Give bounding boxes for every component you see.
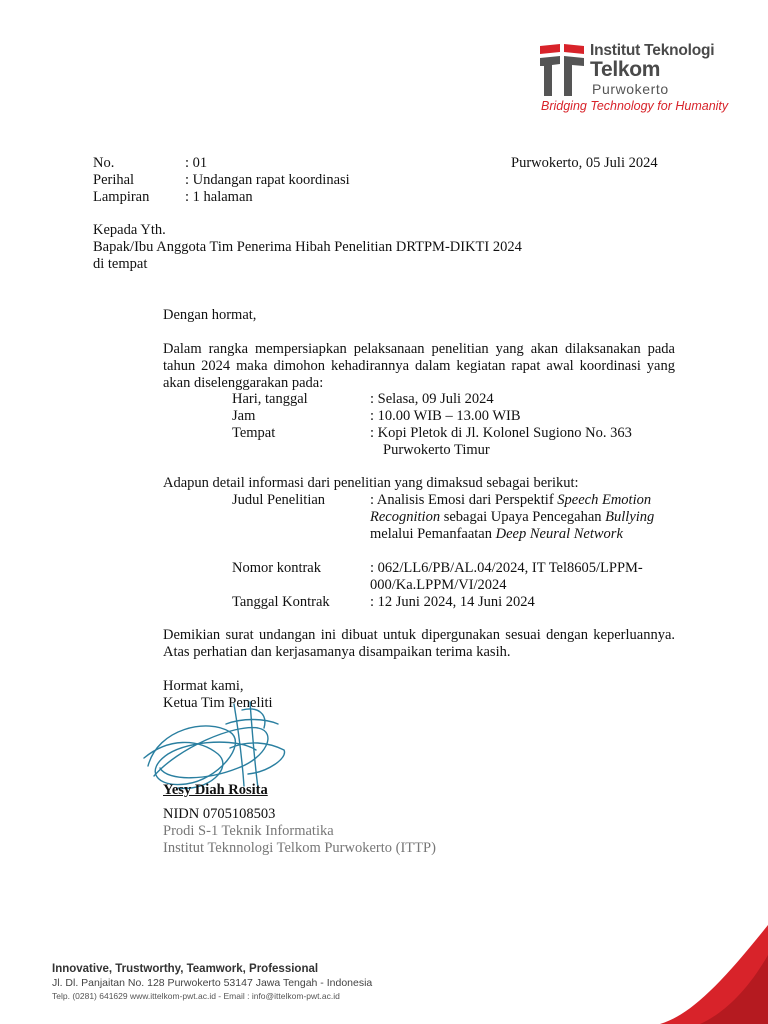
meta-number	[93, 155, 207, 172]
greeting: Dengan hormat,	[163, 307, 257, 323]
telkom-logo-icon	[538, 42, 586, 98]
meta-number-value: : 01	[185, 155, 208, 171]
contract-date-value: : 12 Juni 2024, 14 Juni 2024	[370, 594, 535, 610]
regards: Hormat kami,	[163, 678, 244, 694]
meta-subject-label: Perihal	[93, 172, 135, 188]
signer-institution: Institut Teknnologi Telkom Purwokerto (ITTP)	[163, 840, 436, 856]
meeting-place-value: : Kopi Pletok di Jl. Kolonel Sugiono No. 363	[370, 425, 632, 441]
research-title-part-2: sebagai Upaya Pencegahan	[440, 509, 606, 525]
meta-number-label: No.	[93, 155, 115, 171]
logo-line-institut: Institut Teknologi	[590, 42, 715, 59]
footer-values: Innovative, Trustworthy, Teamwork, Professional	[52, 963, 319, 975]
meta-attachment-value: : 1 halaman	[185, 189, 253, 205]
intro-paragraph: Dalam rangka mempersiapkan pelaksanaan penelitian yang akan dilaksanakan pada tahun 2024 maka dimohon kehadirannya dalam kegiatan rapat awal koordinasi yang akan diselenggarakan pada:	[163, 341, 675, 391]
logo-line-telkom: Telkom	[590, 58, 661, 81]
recipient-name: Bapak/Ibu Anggota Tim Penerima Hibah Penelitian DRTPM-DIKTI 2024	[93, 239, 522, 255]
detail-intro: Adapun detail informasi dari penelitian yang dimaksud sebagai berikut:	[163, 475, 579, 491]
meeting-time	[232, 408, 521, 425]
signer-program: Prodi S-1 Teknik Informatika	[163, 823, 334, 839]
signer-role: Ketua Tim Peneliti	[163, 695, 273, 711]
meta-attachment	[93, 189, 253, 206]
logo-line-purwokerto: Purwokerto	[592, 81, 669, 97]
meeting-place-value-cont: Purwokerto Timur	[383, 442, 490, 458]
footer-decoration-icon	[660, 925, 768, 1024]
footer-address: Jl. Dl. Panjaitan No. 128 Purwokerto 53147 Jawa Tengah - Indonesia	[52, 977, 373, 989]
meeting-day-label: Hari, tanggal	[232, 391, 308, 407]
recipient-salutation: Kepada Yth.	[93, 222, 166, 238]
footer-contact: Telp. (0281) 641629 www.ittelkom-pwt.ac.id - Email : info@ittelkom-pwt.ac.id	[52, 991, 340, 1001]
research-title-italic-3: Deep Neural Network	[495, 526, 623, 542]
contract-number-label: Nomor kontrak	[232, 560, 321, 576]
logo-tagline: Bridging Technology for Humanity	[541, 99, 729, 113]
closing-paragraph: Demikian surat undangan ini dibuat untuk dipergunakan sesuai dengan keperluannya. Atas perhatian dan kerjasamanya disampaikan terima kasih.	[163, 627, 675, 660]
signer-name: Yesy Diah Rosita	[163, 782, 268, 798]
research-title-value	[370, 492, 680, 543]
letter-date: Purwokerto, 05 Juli 2024	[511, 155, 658, 171]
contract-number-value: : 062/LL6/PB/AL.04/2024, IT Tel8605/LPPM-000/Ka.LPPM/VI/2024	[370, 560, 643, 593]
research-title-italic-2: Bullying	[605, 509, 655, 525]
research-title-part-3: melalui Pemanfaatan	[370, 526, 496, 542]
meeting-day-value: : Selasa, 09 Juli 2024	[370, 391, 494, 407]
meeting-time-label: Jam	[232, 408, 256, 424]
research-title-italic-1: Speech Emotion Recognition	[370, 492, 652, 525]
contract-date-label: Tanggal Kontrak	[232, 594, 330, 610]
meeting-place	[232, 425, 632, 442]
meeting-place-label: Tempat	[232, 425, 276, 441]
signer-nidn: NIDN 0705108503	[163, 806, 276, 822]
contract-date	[232, 594, 535, 611]
meeting-day	[232, 391, 494, 408]
research-title-part-1: : Analisis Emosi dari Perspektif	[370, 492, 558, 508]
meta-subject	[93, 172, 350, 189]
meta-subject-value: : Undangan rapat koordinasi	[185, 172, 350, 188]
meeting-time-value: : 10.00 WIB – 13.00 WIB	[370, 408, 521, 424]
meta-attachment-label: Lampiran	[93, 189, 150, 205]
research-title-label: Judul Penelitian	[232, 492, 326, 508]
recipient-place: di tempat	[93, 256, 148, 272]
